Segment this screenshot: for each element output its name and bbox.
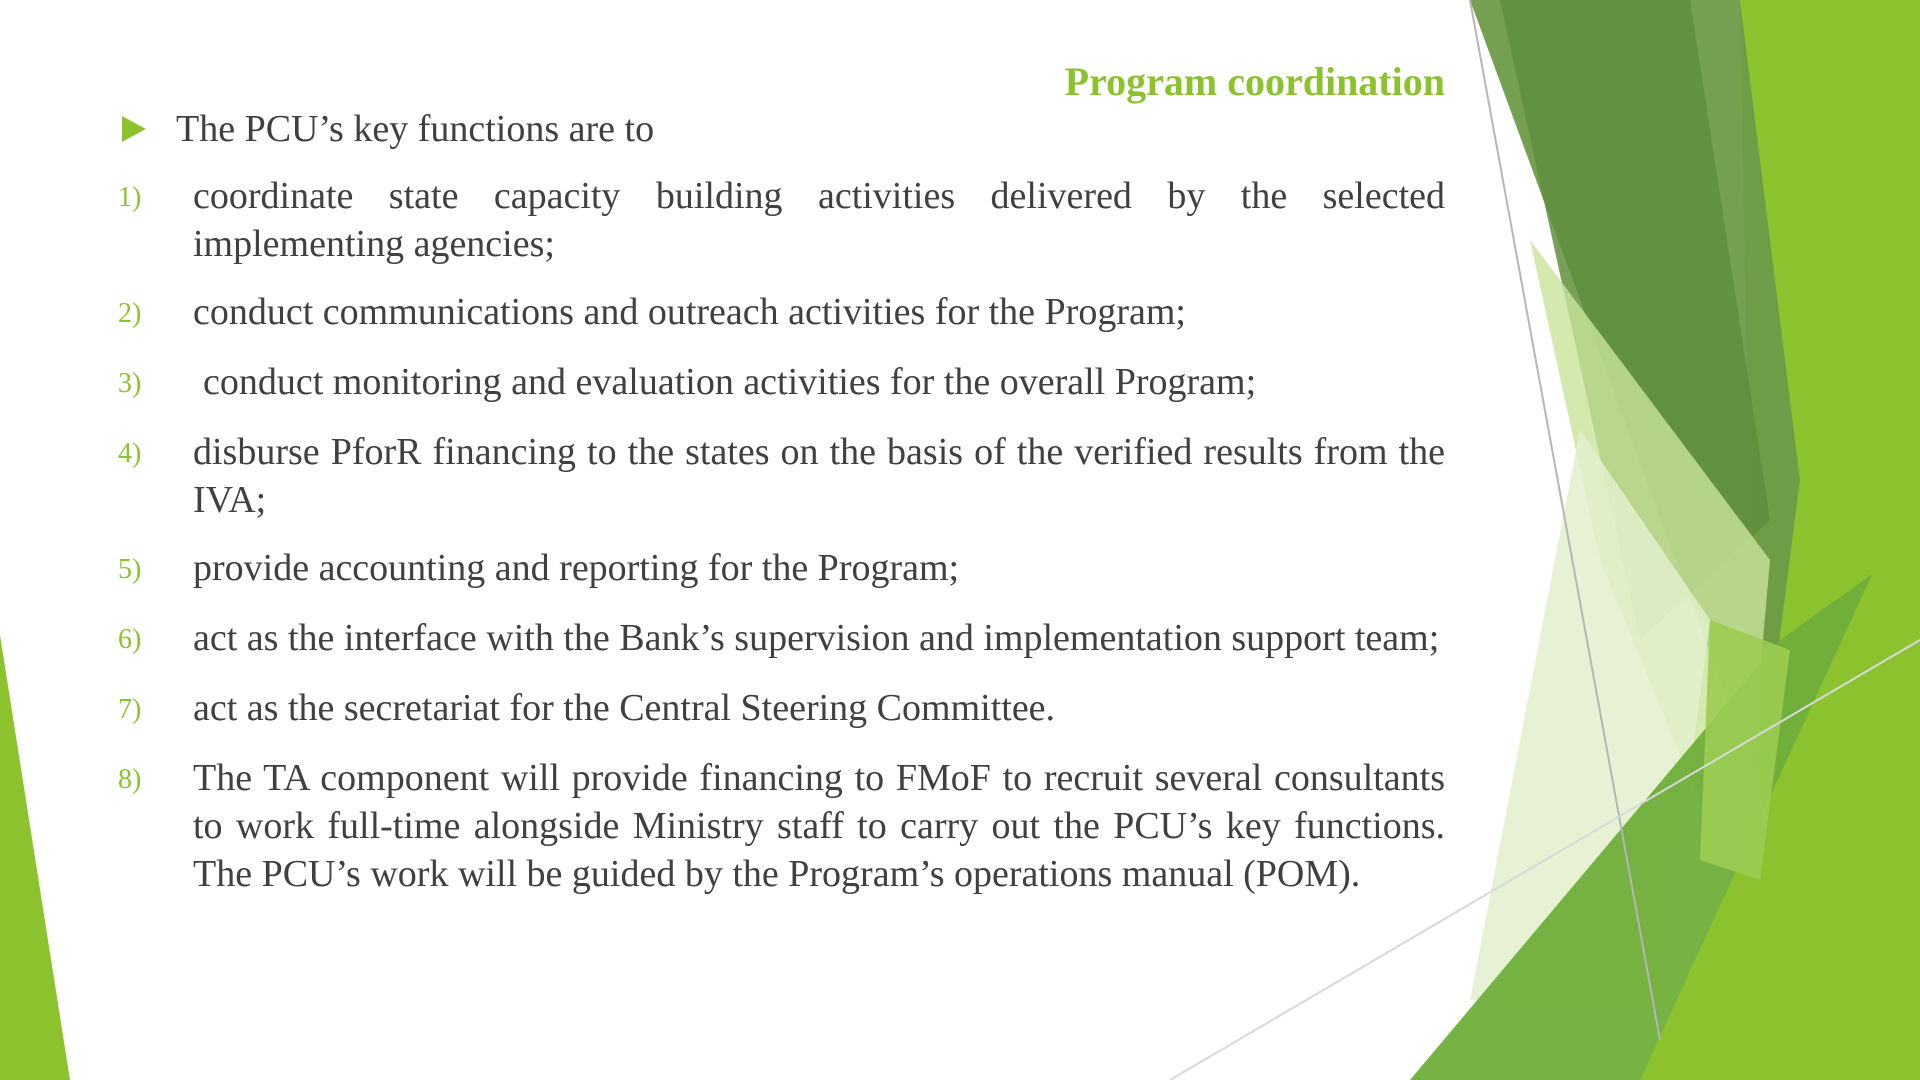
list-item-text: disburse PforR financing to the states on the basis of the verified results from the IVA; xyxy=(193,431,1445,521)
list-item-number: 3) xyxy=(118,368,142,399)
list-item-number: 2) xyxy=(118,298,142,329)
list-item xyxy=(118,428,1445,524)
list-item-text: provide accounting and reporting for the Program; xyxy=(193,547,960,589)
list-item-text: act as the interface with the Bank’s supervision and implementation support team; xyxy=(193,617,1440,659)
intro-text: The PCU’s key functions are to xyxy=(176,108,655,150)
list-item-text: conduct monitoring and evaluation activities for the overall Program; xyxy=(203,361,1257,403)
list-item-text: conduct communications and outreach activities for the Program; xyxy=(193,291,1186,333)
list-item-text: coordinate state capacity building activities delivered by the selected implementing agencies; xyxy=(193,175,1445,265)
left-accent-shape xyxy=(0,635,70,1080)
list-item xyxy=(118,288,1445,338)
intro-line xyxy=(122,106,654,152)
list-item-number: 5) xyxy=(118,554,142,585)
list-item xyxy=(118,544,1445,594)
list-item-number: 7) xyxy=(118,694,142,725)
triangle-right-icon xyxy=(122,116,146,142)
list-item-number: 8) xyxy=(118,764,142,795)
list-item-number: 1) xyxy=(118,182,142,213)
functions-list xyxy=(118,172,1445,918)
list-item-number: 4) xyxy=(118,438,142,469)
list-item xyxy=(118,172,1445,268)
list-item-text: act as the secretariat for the Central Steering Committee. xyxy=(193,687,1056,729)
page-title: Program coordination xyxy=(1064,59,1445,104)
list-item xyxy=(118,358,1445,408)
list-item xyxy=(118,754,1445,898)
list-item xyxy=(118,614,1445,664)
list-item-number: 6) xyxy=(118,624,142,655)
list-item-text: The TA component will provide financing to FMoF to recruit several consultants to work full-time alongside Ministry staff to carry out the PCU’s key functions. The PCU’s work will be guided by the Program’s operations manual (POM). xyxy=(193,757,1445,895)
list-item xyxy=(118,684,1445,734)
